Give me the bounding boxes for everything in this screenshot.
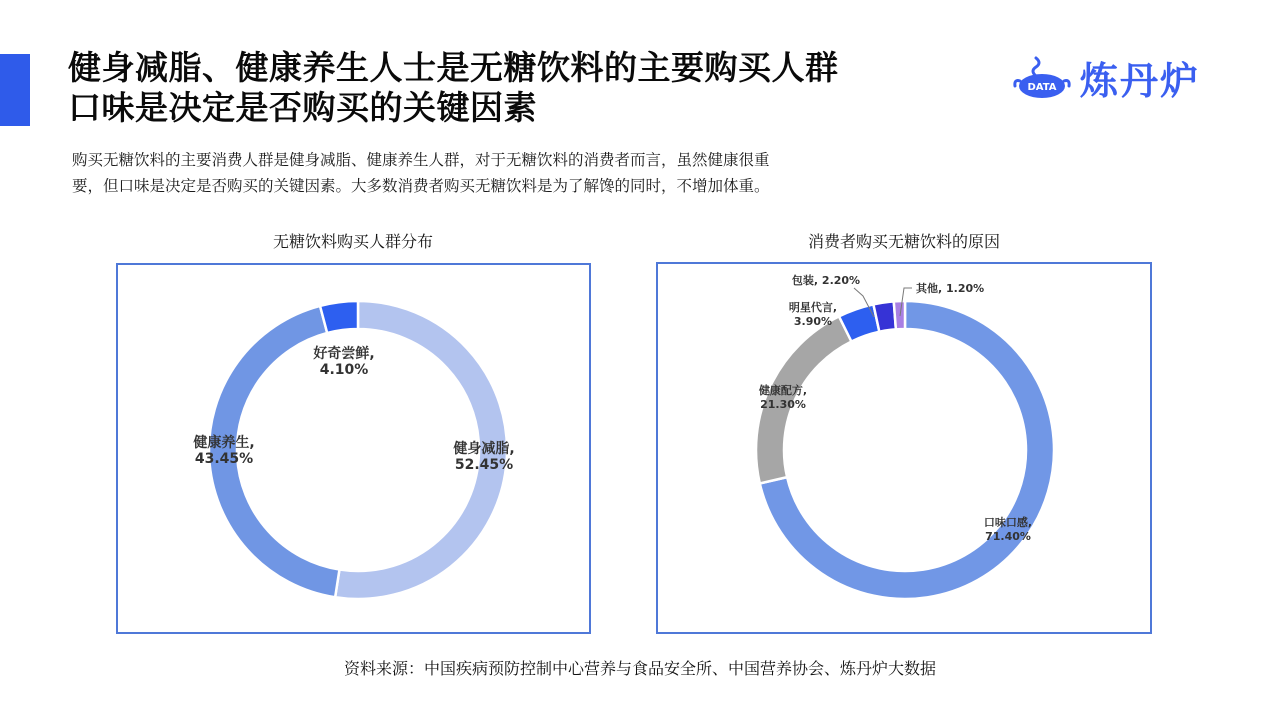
data-label-3: 明星代言, 3.90% (788, 301, 838, 328)
donut-slice-5 (894, 301, 905, 329)
title-line-1: 健身减脂、健康养生人士是无糖饮料的主要购买人群 (68, 48, 839, 87)
accent-bar (0, 54, 30, 126)
data-label-4: 包装, 2.20% (791, 274, 861, 287)
title-line-2: 口味是决定是否购买的关键因素 (68, 88, 537, 127)
description-line-2: 要，但口味是决定是否购买的关键因素。大多数消费者购买无糖饮料是为了解馋的同时，不增加体重。 (72, 177, 770, 195)
chart-1-title: 无糖饮料购买人群分布 (272, 232, 433, 251)
logo-badge: DATA (1027, 81, 1057, 93)
chart-2-panel (656, 262, 1152, 634)
data-label-2: 健康配方, 21.30% (758, 384, 808, 411)
chart-1-panel (116, 263, 591, 634)
data-label-5: 其他, 1.20% (916, 282, 985, 295)
cauldron-icon (1012, 55, 1072, 101)
data-label-1: 口味口感, 71.40% (983, 516, 1033, 543)
brand-logo (1012, 50, 1200, 105)
page-title (68, 48, 839, 128)
description-line-1: 购买无糖饮料的主要消费人群是健身减脂、健康养生人群，对于无糖饮料的消费者而言，虽然健康很重 (72, 151, 770, 169)
description (72, 147, 932, 199)
chart-1-donut (118, 265, 593, 636)
data-label-2: 健康养生, 43.45% (193, 435, 255, 467)
chart-2-donut (658, 264, 1154, 636)
donut-slice-3 (320, 301, 358, 333)
logo-text: 炼丹炉 (1080, 59, 1201, 103)
data-label-3: 好奇尝鲜, 4.10% (313, 346, 375, 378)
data-label-1: 健身减脂, 52.45% (453, 441, 515, 473)
source-note: 资料来源：中国疾病预防控制中心营养与食品安全所、中国营养协会、炼丹炉大数据 (343, 659, 936, 678)
chart-2-title: 消费者购买无糖饮料的原因 (807, 232, 1000, 251)
